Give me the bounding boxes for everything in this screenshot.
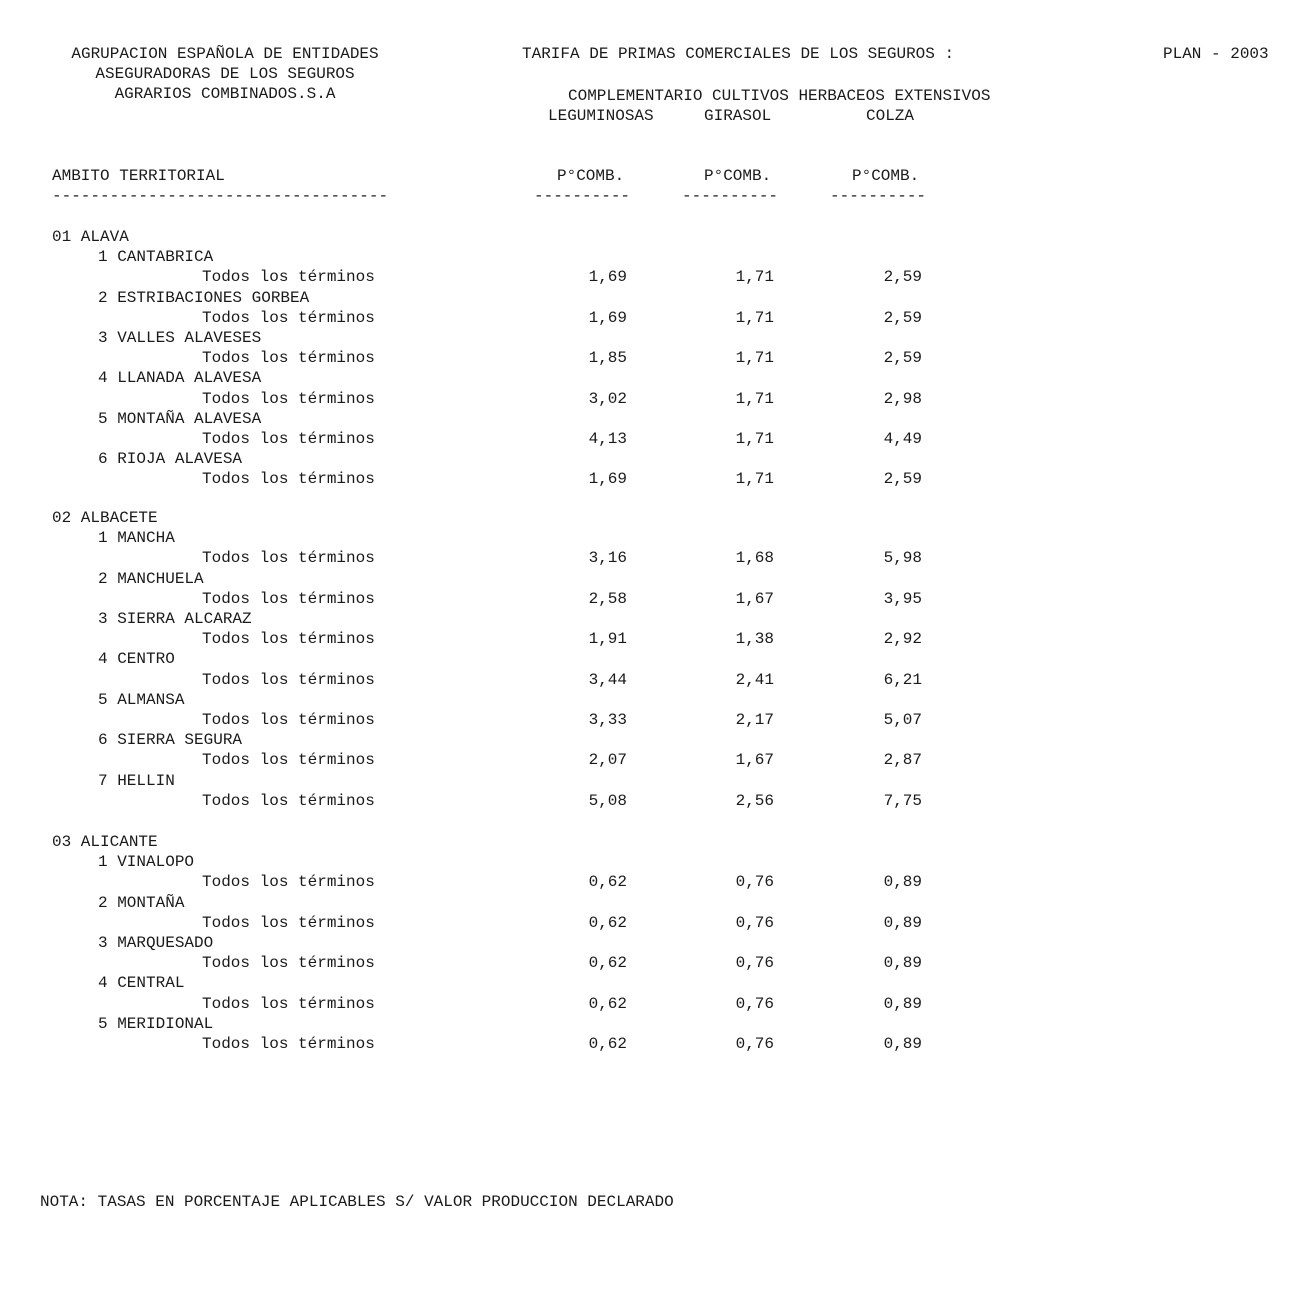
term-label: Todos los términos (202, 873, 375, 892)
territory-column-header: AMBITO TERRITORIAL (52, 167, 225, 185)
crop-girasol: GIRASOL (704, 107, 772, 125)
premium-rate-value: 1,69 (588, 470, 627, 489)
value-column-header-1: P°COMB. (557, 167, 625, 185)
premium-rate-value: 1,71 (735, 268, 774, 287)
comarca-name: 2 MONTAÑA (98, 893, 185, 912)
term-label: Todos los términos (202, 430, 375, 448)
premium-rate-value: 1,71 (735, 430, 774, 448)
premium-rate-value: 2,59 (883, 308, 922, 327)
premium-rate-value: 0,62 (588, 1035, 627, 1053)
premium-rate-value: 3,16 (588, 549, 627, 568)
company-name-line-1: AGRUPACION ESPAÑOLA DE ENTIDADES (71, 45, 379, 63)
premium-rate-value: 3,33 (588, 711, 627, 729)
premium-rate-value: 0,62 (588, 913, 627, 932)
premium-rate-value: 0,89 (883, 954, 922, 973)
premium-rate-value: 1,67 (735, 751, 774, 770)
term-label: Todos los términos (202, 751, 375, 770)
premium-rate-value: 1,85 (588, 349, 627, 368)
term-label: Todos los términos (202, 630, 375, 649)
premium-rate-value: 2,59 (883, 268, 922, 287)
term-label: Todos los términos (202, 994, 375, 1013)
comarca-name: 4 LLANADA ALAVESA (98, 369, 262, 388)
premium-rate-value: 0,76 (735, 1035, 774, 1053)
tariff-title: TARIFA DE PRIMAS COMERCIALES DE LOS SEGUROS : (522, 45, 955, 63)
term-label: Todos los términos (202, 268, 375, 287)
value-rule-2: ---------- (682, 187, 779, 205)
premium-rate-value: 1,69 (588, 308, 627, 327)
term-label: Todos los términos (202, 349, 375, 368)
premium-rate-value: 1,69 (588, 268, 627, 287)
comarca-name: 3 SIERRA ALCARAZ (98, 610, 252, 628)
premium-rate-value: 1,68 (735, 549, 774, 568)
province-name: 02 ALBACETE (52, 509, 158, 527)
premium-rate-value: 2,87 (883, 751, 922, 770)
premium-rate-value: 5,98 (883, 549, 922, 568)
premium-rate-value: 0,76 (735, 873, 774, 892)
term-label: Todos los términos (202, 791, 375, 810)
company-name-line-2: ASEGURADORAS DE LOS SEGUROS (95, 65, 355, 83)
premium-rate-value: 0,89 (883, 1035, 922, 1053)
term-label: Todos los términos (202, 670, 375, 689)
value-column-header-2: P°COMB. (704, 167, 772, 185)
value-rule-1: ---------- (534, 187, 631, 205)
province-name: 03 ALICANTE (52, 833, 158, 851)
comarca-name: 3 MARQUESADO (98, 934, 214, 952)
territory-rule: ----------------------------------- (52, 187, 389, 205)
term-label: Todos los términos (202, 954, 375, 973)
premium-rate-value: 5,08 (588, 791, 627, 810)
insurance-subtitle: COMPLEMENTARIO CULTIVOS HERBACEOS EXTENSIVOS (568, 87, 991, 105)
premium-rate-value: 1,91 (588, 630, 627, 649)
comarca-name: 4 CENTRO (98, 650, 175, 669)
comarca-name: 1 MANCHA (98, 529, 175, 548)
premium-rate-value: 0,89 (883, 913, 922, 932)
comarca-name: 4 CENTRAL (98, 974, 185, 993)
province-name: 01 ALAVA (52, 228, 129, 246)
premium-rate-value: 0,62 (588, 954, 627, 973)
premium-rate-value: 2,59 (883, 349, 922, 368)
premium-rate-value: 0,62 (588, 873, 627, 892)
comarca-name: 6 SIERRA SEGURA (98, 731, 243, 750)
premium-rate-value: 1,38 (735, 630, 774, 649)
premium-rate-value: 3,95 (883, 589, 922, 608)
comarca-name: 6 RIOJA ALAVESA (98, 450, 243, 469)
premium-rate-value: 2,59 (883, 470, 922, 489)
term-label: Todos los términos (202, 1035, 375, 1053)
comarca-name: 7 HELLIN (98, 771, 175, 790)
premium-rate-value: 2,07 (588, 751, 627, 770)
premium-rate-value: 2,56 (735, 791, 774, 810)
term-label: Todos los términos (202, 549, 375, 568)
premium-rate-value: 1,71 (735, 349, 774, 368)
premium-rate-value: 2,98 (883, 389, 922, 408)
premium-rate-value: 2,92 (883, 630, 922, 649)
premium-rate-value: 1,71 (735, 308, 774, 327)
footer-note: NOTA: TASAS EN PORCENTAJE APLICABLES S/ VALOR PRODUCCION DECLARADO (40, 1193, 674, 1211)
term-label: Todos los términos (202, 308, 375, 327)
premium-rate-value: 1,71 (735, 470, 774, 489)
premium-rate-value: 7,75 (883, 791, 922, 810)
comarca-name: 2 ESTRIBACIONES GORBEA (98, 288, 310, 307)
crop-leguminosas: LEGUMINOSAS (548, 107, 654, 125)
term-label: Todos los términos (202, 470, 375, 489)
value-column-header-3: P°COMB. (852, 167, 920, 185)
term-label: Todos los términos (202, 389, 375, 408)
premium-rate-value: 2,17 (735, 711, 774, 729)
premium-rate-value: 6,21 (883, 670, 922, 689)
premium-rate-value: 5,07 (883, 711, 922, 729)
term-label: Todos los términos (202, 589, 375, 608)
premium-rate-value: 3,02 (588, 389, 627, 408)
comarca-name: 3 VALLES ALAVESES (98, 329, 262, 347)
term-label: Todos los términos (202, 711, 375, 729)
premium-rate-value: 3,44 (588, 670, 627, 689)
comarca-name: 5 MONTAÑA ALAVESA (98, 409, 262, 428)
premium-rate-value: 0,89 (883, 994, 922, 1013)
comarca-name: 1 CANTABRICA (98, 248, 214, 267)
premium-rate-value: 1,67 (735, 589, 774, 608)
premium-rate-value: 0,76 (735, 913, 774, 932)
comarca-name: 2 MANCHUELA (98, 569, 204, 588)
comarca-name: 5 ALMANSA (98, 690, 185, 709)
company-name-line-3: AGRARIOS COMBINADOS.S.A (114, 85, 336, 103)
premium-rate-value: 4,49 (883, 430, 922, 448)
premium-rate-value: 0,89 (883, 873, 922, 892)
premium-rate-value: 0,76 (735, 954, 774, 973)
premium-rate-value: 4,13 (588, 430, 627, 448)
value-rule-3: ---------- (830, 187, 927, 205)
premium-rate-value: 0,62 (588, 994, 627, 1013)
premium-rate-value: 0,76 (735, 994, 774, 1013)
plan-label: PLAN - 2003 (1163, 45, 1269, 63)
premium-rate-value: 2,58 (588, 589, 627, 608)
premium-rate-value: 1,71 (735, 389, 774, 408)
crop-colza: COLZA (866, 107, 915, 125)
term-label: Todos los términos (202, 913, 375, 932)
comarca-name: 1 VINALOPO (98, 853, 195, 872)
comarca-name: 5 MERIDIONAL (98, 1014, 214, 1033)
premium-rate-value: 2,41 (735, 670, 774, 689)
